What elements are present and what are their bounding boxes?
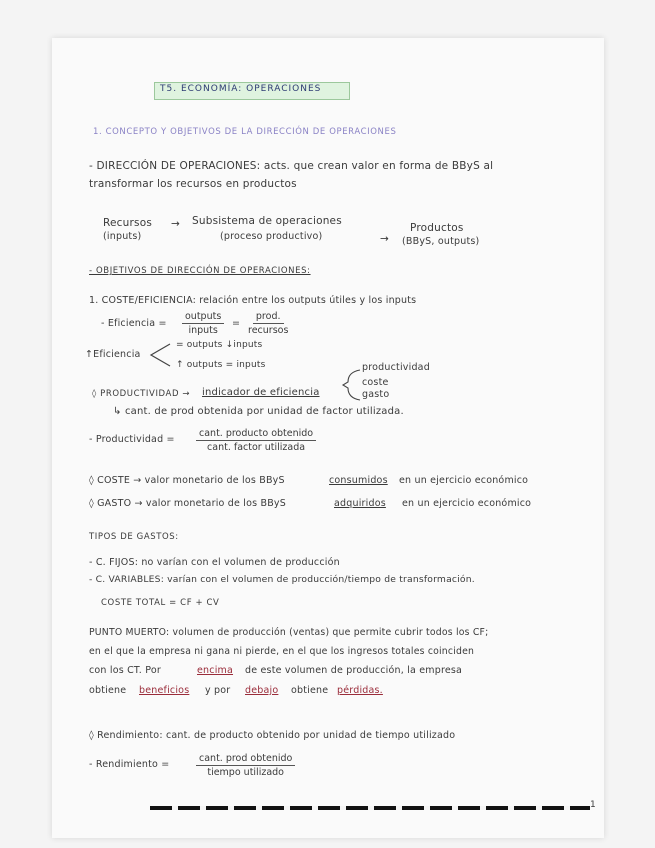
debajo-word: debajo (245, 685, 279, 696)
fraction-numerator: cant. prod obtenido (196, 752, 295, 766)
prod-recursos-fraction (245, 310, 291, 337)
gasto-def-b: en un ejercicio económico (402, 498, 532, 509)
punto-muerto-line3b: de este volumen de producción, la empresa (245, 665, 463, 676)
productividad-label: - Productividad = (89, 434, 175, 445)
coste-eficiencia-line: 1. COSTE/EFICIENCIA: relación entre los outputs útiles y los inputs (89, 295, 417, 306)
productividad-fraction (196, 427, 316, 454)
gasto-word: gasto (362, 389, 390, 400)
productividad-heading: ◊ PRODUCTIVIDAD → (92, 389, 191, 399)
up-eficiencia-label: ↑Eficiencia (85, 349, 141, 360)
rendimiento-def: ◊ Rendimiento: cant. de producto obtenido por unidad de tiempo utilizado (89, 730, 456, 741)
def-direccion-line2: transformar los recursos en productos (89, 178, 297, 190)
eficiencia-rule-1: = outputs ↓inputs (176, 340, 263, 350)
recursos-label: Recursos (103, 217, 152, 229)
punto-muerto-line1: PUNTO MUERTO: volumen de producción (ventas) que permite cubrir todos los CF; (89, 627, 489, 638)
coste-def-a: ◊ COSTE → valor monetario de los BByS (89, 475, 285, 486)
fraction-denominator: recursos (248, 325, 289, 336)
coste-total-formula: COSTE TOTAL = CF + CV (101, 598, 220, 608)
costes-variables-line: - C. VARIABLES: varían con el volumen de producción/tiempo de transformación. (89, 574, 475, 585)
page-number: 1 (590, 800, 596, 810)
encima-word: encima (197, 665, 234, 676)
punto-muerto-line4b: y por (205, 685, 231, 696)
bbyss-outputs-label: (BByS, outputs) (402, 236, 480, 247)
indicador-eficiencia: indicador de eficiencia (202, 387, 320, 398)
punto-muerto-line2: en el que la empresa ni gana ni pierde, en el que los ingresos totales coinciden (89, 646, 475, 657)
rendimiento-label: - Rendimiento = (89, 759, 170, 770)
consumidos-word: consumidos (329, 475, 388, 486)
punto-muerto-line3a: con los CT. Por (89, 665, 161, 676)
page-title: T5. ECONOMÍA: OPERACIONES (160, 84, 322, 94)
fraction-numerator: outputs (182, 310, 224, 324)
arrow: → (380, 233, 389, 245)
productividad-word: productividad (362, 362, 430, 373)
fraction-numerator: cant. producto obtenido (196, 427, 316, 441)
tipos-gastos-heading: TIPOS DE GASTOS: (89, 532, 179, 542)
beneficios-word: beneficios (139, 685, 190, 696)
arrow: → (171, 218, 180, 230)
objetivos-heading: - OBJETIVOS DE DIRECCIÓN DE OPERACIONES: (89, 266, 311, 276)
coste-def-b: en un ejercicio económico (399, 475, 529, 486)
fraction-denominator: inputs (188, 325, 218, 336)
eficiencia-fraction (182, 310, 224, 337)
costes-fijos-line: - C. FIJOS: no varían con el volumen de producción (89, 557, 340, 568)
cant-prod-line: ↳ cant. de prod obtenida por unidad de factor utilizada. (113, 406, 404, 417)
punto-muerto-line4c: obtiene (291, 685, 329, 696)
def-direccion-line1: - DIRECCIÓN DE OPERACIONES: acts. que crean valor en forma de BByS al (89, 160, 494, 172)
brace-icon (340, 368, 362, 402)
fraction-denominator: cant. factor utilizada (207, 442, 306, 453)
adquiridos-word: adquiridos (334, 498, 386, 509)
page-bottom-edge (150, 806, 590, 810)
fraction-numerator: prod. (253, 310, 284, 324)
subsistema-label: Subsistema de operaciones (192, 215, 342, 227)
eficiencia-rule-2: ↑ outputs = inputs (176, 360, 266, 370)
gasto-def-a: ◊ GASTO → valor monetario de los BByS (89, 498, 286, 509)
less-than-brace-icon (148, 341, 172, 369)
eficiencia-label: - Eficiencia = (101, 318, 167, 329)
section-heading: 1. CONCEPTO Y OBJETIVOS DE LA DIRECCIÓN DE OPERACIONES (93, 127, 397, 137)
productos-label: Productos (410, 222, 464, 234)
equals-sign: = (232, 318, 241, 329)
inputs-label: (inputs) (103, 231, 142, 242)
perdidas-word: pérdidas. (337, 685, 383, 696)
fraction-denominator: tiempo utilizado (207, 767, 284, 778)
coste-word: coste (362, 377, 389, 388)
punto-muerto-line4a: obtiene (89, 685, 127, 696)
rendimiento-fraction (196, 752, 295, 779)
proceso-label: (proceso productivo) (220, 231, 323, 242)
